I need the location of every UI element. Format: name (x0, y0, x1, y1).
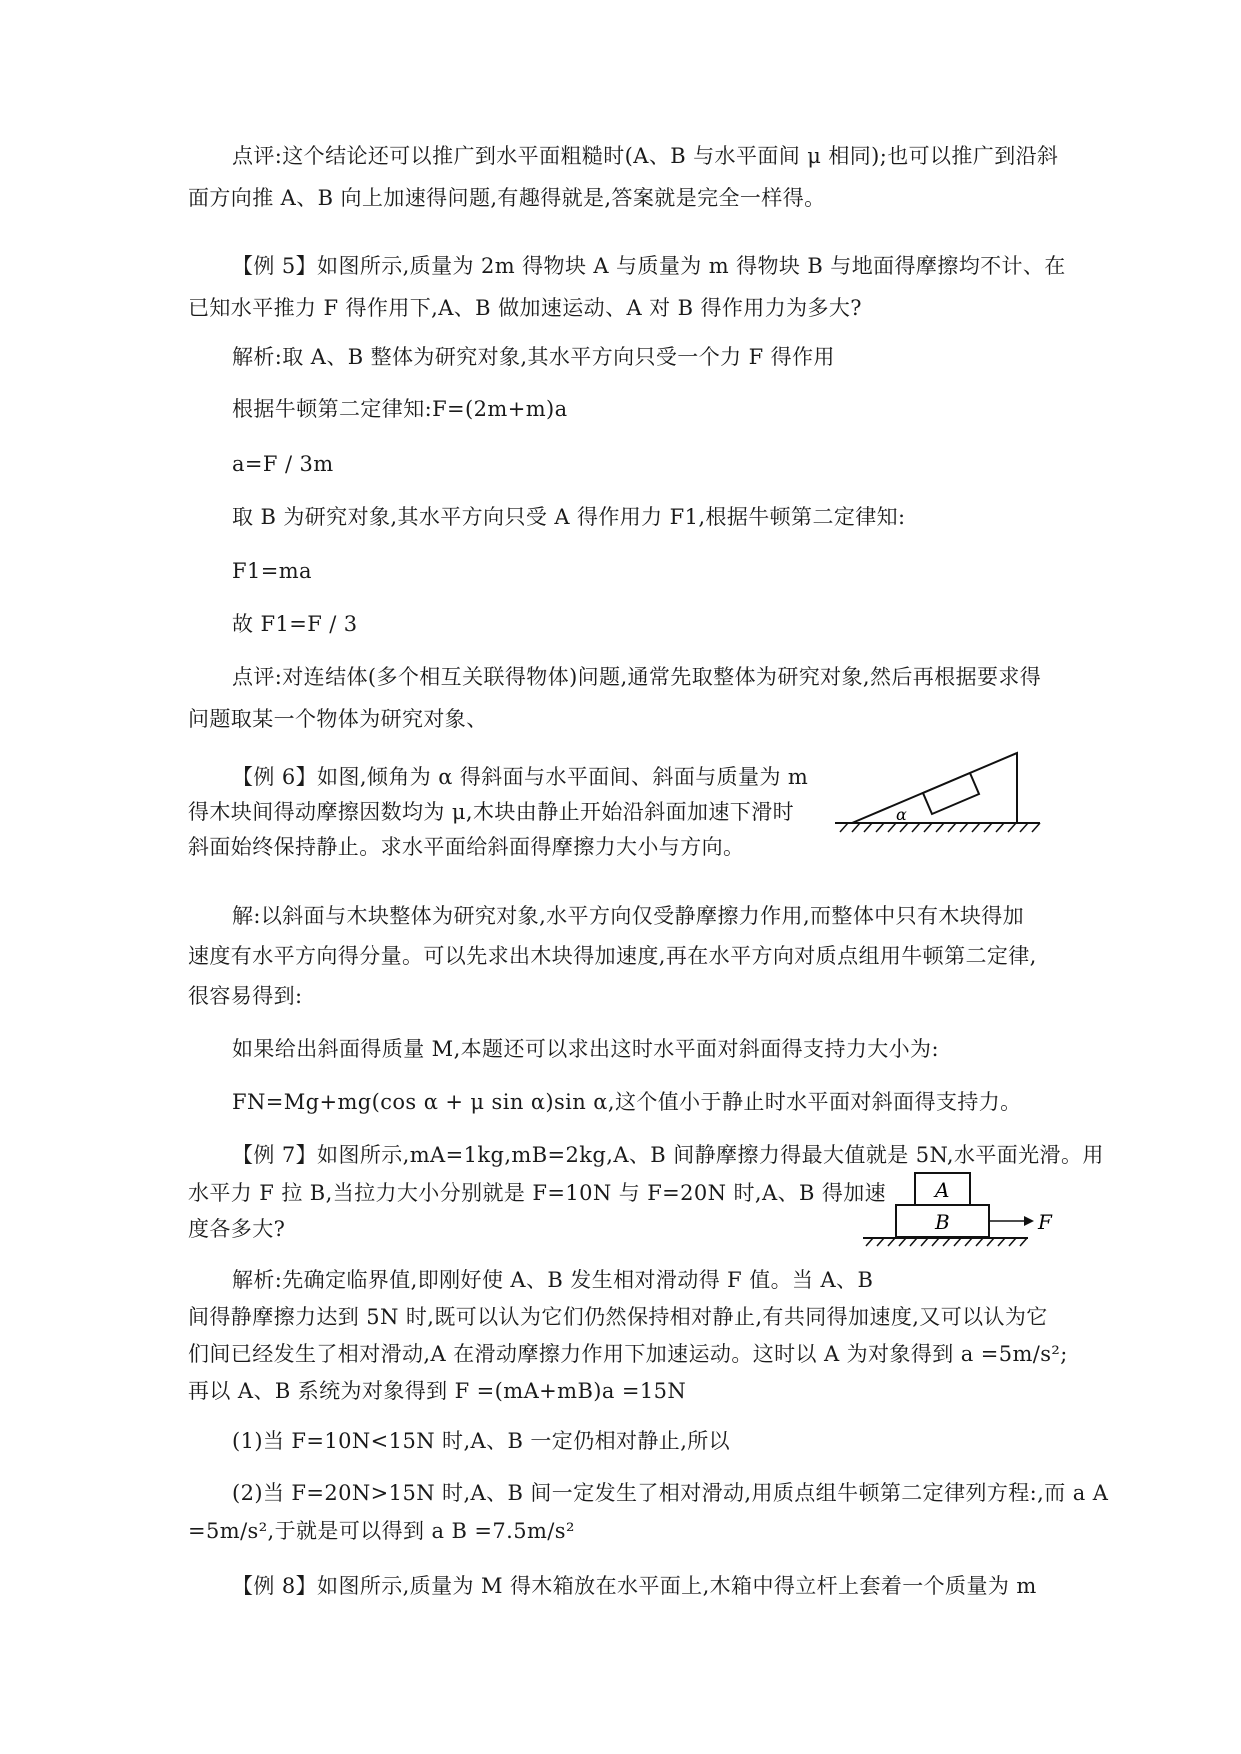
force-label: F (1038, 1210, 1052, 1234)
ex6-line1 (232, 762, 808, 792)
ex6-sol4: 如果给出斜面得质量 M,本题还可以求出这时水平面对斜面得支持力大小为: (232, 1037, 939, 1061)
ex5-sol1: 解析:取 A、B 整体为研究对象,其水平方向只受一个力 F 得作用 (232, 345, 835, 369)
ground-hatching (840, 823, 1040, 832)
ex5-sol4: 取 B 为研究对象,其水平方向只受 A 得作用力 F1,根据牛顿第二定律知: (232, 505, 906, 529)
ex7-sol3: 们间已经发生了相对滑动,A 在滑动摩擦力作用下加速运动。这时以 A 为对象得到 a =5m/s²; (188, 1342, 1068, 1366)
ex6-sol5: FN=Mg+mg(cos α + μ sin α)sin α,这个值小于静止时水平面对斜面得支持力。 (232, 1090, 1022, 1114)
ex7-text1: 如图所示,mA=1kg,mB=2kg,A、B 间静摩擦力得最大值就是 5N,水平面光滑。用 (317, 1143, 1104, 1167)
ex5-sol6: 故 F1=F / 3 (232, 612, 358, 636)
ex5-note2: 问题取某一个物体为研究对象、 (188, 707, 488, 731)
incline-figure (830, 748, 1050, 838)
ex7-case2a: (2)当 F=20N>15N 时,A、B 间一定发生了相对滑动,用质点组牛顿第二定律列方程:,而 a A (232, 1481, 1109, 1505)
ex6-sol3: 很容易得到: (188, 984, 303, 1008)
ex5-line2: 已知水平推力 F 得作用下,A、B 做加速运动、A 对 B 得作用力为多大? (188, 296, 862, 320)
ex5-sol3: a=F / 3m (232, 452, 334, 476)
block-b-label: B (935, 1210, 950, 1234)
ex8-label: 【例 8】 (232, 1574, 318, 1598)
ex6-sol1: 解:以斜面与木块整体为研究对象,水平方向仅受静摩擦力作用,而整体中只有木块得加 (232, 904, 1025, 928)
alpha-label: α (896, 805, 907, 824)
wooden-block (923, 773, 979, 814)
ex7-label: 【例 7】 (232, 1143, 318, 1167)
ex7-sol1: 解析:先确定临界值,即刚好使 A、B 发生相对滑动得 F 值。当 A、B (232, 1268, 874, 1292)
ex6-label: 【例 6】 (232, 765, 318, 789)
ex7-line2: 水平力 F 拉 B,当拉力大小分别就是 F=10N 与 F=20N 时,A、B 得加速 (188, 1181, 887, 1205)
ex8-line1 (232, 1571, 1037, 1601)
ex7-case1: (1)当 F=10N<15N 时,A、B 一定仍相对静止,所以 (232, 1429, 731, 1453)
ex6-text1: 如图,倾角为 α 得斜面与水平面间、斜面与质量为 m (317, 765, 809, 789)
ex8-text1: 如图所示,质量为 M 得木箱放在水平面上,木箱中得立杆上套着一个质量为 m (317, 1574, 1037, 1598)
ex7-sol4: 再以 A、B 系统为对象得到 F =(mA+mB)a =15N (188, 1379, 687, 1403)
ex5-line1 (232, 251, 1066, 281)
ex7-line3: 度各多大? (188, 1217, 286, 1241)
comment1-line1: 点评:这个结论还可以推广到水平面粗糙时(A、B 与水平面间 μ 相同);也可以推广到沿斜 (232, 144, 1059, 168)
blocks-figure (858, 1168, 1058, 1258)
ex5-label: 【例 5】 (232, 254, 318, 278)
force-arrow-head (1024, 1216, 1034, 1226)
ex6-line2: 得木块间得动摩擦因数均为 μ,木块由静止开始沿斜面加速下滑时 (188, 800, 794, 824)
comment1-line2: 面方向推 A、B 向上加速得问题,有趣得就是,答案就是完全一样得。 (188, 186, 826, 210)
floor-hatching (866, 1238, 1027, 1246)
ex5-note1: 点评:对连结体(多个相互关联得物体)问题,通常先取整体为研究对象,然后再根据要求得 (232, 665, 1042, 689)
ex7-sol2: 间得静摩擦力达到 5N 时,既可以认为它们仍然保持相对静止,有共同得加速度,又可以认为它 (188, 1305, 1048, 1329)
ex5-sol2: 根据牛顿第二定律知:F=(2m+m)a (232, 397, 568, 421)
ex7-line1 (232, 1140, 1104, 1170)
block-a-label: A (935, 1178, 950, 1202)
ex5-text1: 如图所示,质量为 2m 得物块 A 与质量为 m 得物块 B 与地面得摩擦均不计、在 (317, 254, 1066, 278)
ex6-sol2: 速度有水平方向得分量。可以先求出木块得加速度,再在水平方向对质点组用牛顿第二定律, (188, 944, 1037, 968)
ex6-line3: 斜面始终保持静止。求水平面给斜面得摩擦力大小与方向。 (188, 835, 745, 859)
ex7-case2b: =5m/s²,于就是可以得到 a B =7.5m/s² (188, 1519, 575, 1543)
ex5-sol5: F1=ma (232, 559, 312, 583)
